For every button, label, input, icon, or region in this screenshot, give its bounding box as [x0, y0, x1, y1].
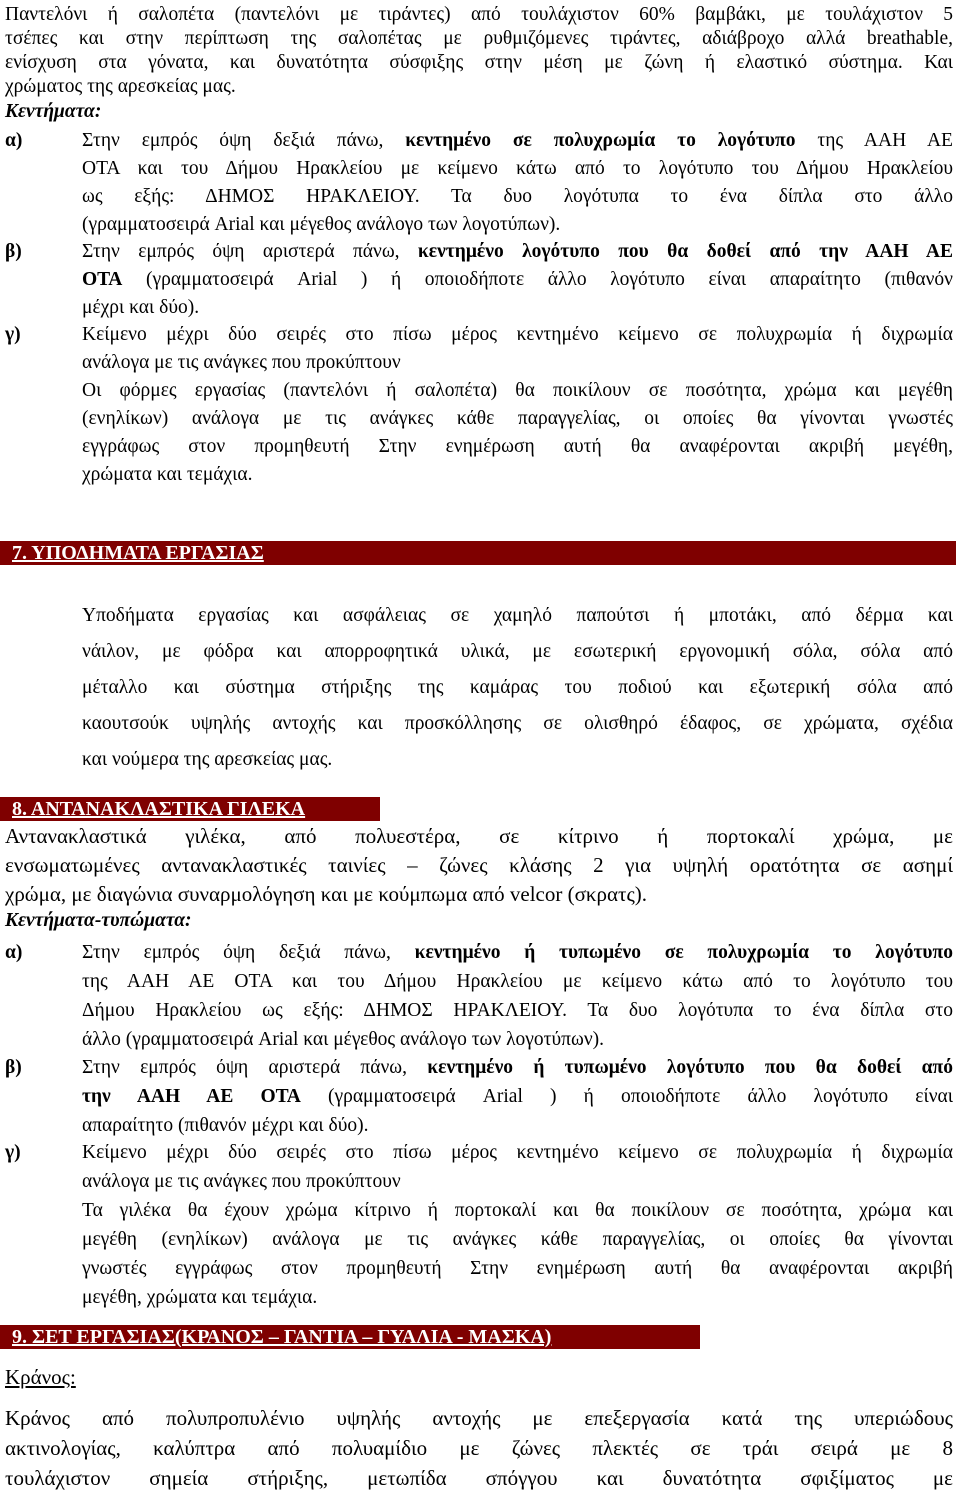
sec6-intro-3: ενίσχυση στα γόνατα, και δυνατότητα σύσφιξης στην μέση με ζώνη ή ελαστικό σύστημα. Και	[5, 52, 953, 73]
sec7-heading: 7. ΥΠΟΔΗΜΑΤΑ ΕΡΓΑΣΙΑΣ	[0, 541, 956, 565]
sec8-b-label: β)	[5, 1057, 22, 1078]
sec8-c-line-4: μεγέθη (ενηλίκων) ανάλογα με τις ανάγκες κάθε παραγγελίας, οι οποίες θα γίνονται	[82, 1229, 953, 1250]
sec7-line-4: καουτσούκ υψηλής αντοχής και προσκόλλησης σε ολισθηρό έδαφος, σε χρώματα, σχέδια	[82, 713, 953, 734]
sec6-b-line-1: Στην εμπρός όψη αριστερά πάνω, κεντημένο λογότυπο που θα δοθεί από την ΑΑΗ ΑΕ	[82, 241, 953, 262]
sec8-b-line-1: Στην εμπρός όψη αριστερά πάνω, κεντημένο ή τυπωμένο λογότυπο που θα δοθεί από	[82, 1057, 953, 1078]
sec6-b-line-2: ΟΤΑ (γραμματοσειρά Arial ) ή οποιοδήποτε άλλο λογότυπο είναι απαραίτητο (πιθανόν	[82, 269, 953, 290]
sec8-c-line-3: Τα γιλέκα θα έχουν χρώμα κίτρινο ή πορτοκαλί και θα ποικίλουν σε ποσότητα, χρώμα και	[82, 1200, 953, 1221]
sec8-intro-2: ενσωματωμένες αντανακλαστικές ταινίες – ζώνες κλάσης 2 για υψηλή ορατότητα σε ασημί	[5, 853, 953, 877]
sec6-intro-1: Παντελόνι ή σαλοπέτα (παντελόνι με τιράντες) από τουλάχιστον 60% βαμβάκι, με τουλάχιστον 5	[5, 4, 953, 25]
sec6-c-line-4: (ενηλίκων) ανάλογα με τις ανάγκες κάθε παραγγελίας, οι οποίες θα γίνονται γνωστές	[82, 408, 953, 429]
sec7-line-5: και νούμερα της αρεσκείας μας.	[82, 749, 333, 770]
sec6-intro-2: τσέπες και στην περίπτωση της σαλοπέτας με ρυθμιζόμενες τιράντες, αδιάβροχο αλλά breathable,	[5, 28, 953, 49]
sec7-line-2: νάιλον, με φόδρα και απορροφητικά υλικά, με εσωτερική εργονομική σόλα, σόλα από	[82, 641, 953, 662]
sec6-c-line-5: εγγράφως στον προμηθευτή Στην ενημέρωση αυτή θα αναφέρονται ακριβή μεγέθη,	[82, 436, 953, 457]
sec6-a-line-2: ΟΤΑ και του Δήμου Ηρακλείου με κείμενο κάτω από το λογότυπο του Δήμου Ηρακλείου	[82, 158, 953, 179]
sec8-a-line-3: Δήμου Ηρακλείου ως εξής: ΔΗΜΟΣ ΗΡΑΚΛΕΙΟΥ. Τα δυο λογότυπα το ένα δίπλα στο	[82, 1000, 953, 1021]
sec8-a-line-4: άλλο (γραμματοσειρά Arial και μέγεθος ανάλογο των λογοτύπων).	[82, 1029, 605, 1050]
sec6-c-line-6: χρώματα και τεμάχια.	[82, 464, 253, 485]
sec6-a-label: α)	[5, 130, 23, 151]
sec9-line-3: τουλάχιστον σημεία στήριξης, μετωπίδα σπόγγου και δυνατότητα σφιξίματος με	[5, 1466, 953, 1490]
sec8-a-line-1: Στην εμπρός όψη δεξιά πάνω, κεντημένο ή τυπωμένο σε πολυχρωμία το λογότυπο	[82, 942, 953, 963]
sec6-intro-4: χρώματος της αρεσκείας μας.	[5, 76, 236, 97]
sec8-a-line-2: της ΑΑΗ ΑΕ ΟΤΑ και του Δήμου Ηρακλείου με κείμενο κάτω από το λογότυπο του	[82, 971, 953, 992]
sec8-heading: 8. ΑΝΤΑΝΑΚΛΑΣΤΙΚΑ ΓΙΛΕΚΑ	[0, 797, 380, 821]
sec8-embroidery-heading: Κεντήματα-τυπώματα:	[5, 910, 192, 931]
sec6-c-label: γ)	[5, 324, 21, 345]
sec6-c-line-3: Οι φόρμες εργασίας (παντελόνι ή σαλοπέτα) θα ποικίλουν σε ποσότητα, χρώμα και μεγέθη	[82, 380, 953, 401]
sec9-subheading: Κράνος:	[5, 1365, 76, 1389]
sec8-intro-1: Αντανακλαστικά γιλέκα, από πολυεστέρα, σε κίτρινο ή πορτοκαλί χρώμα, με	[5, 824, 953, 848]
sec9-line-2: ακτινολογίας, καλύπτρα από πολυαμίδιο με ζώνες πλεκτές σε τράι σειρά με 8	[5, 1436, 953, 1460]
sec8-c-label: γ)	[5, 1142, 21, 1163]
sec6-a-line-4: (γραμματοσειρά Arial και μέγεθος ανάλογο των λογοτύπων).	[82, 214, 561, 235]
sec8-b-line-2: την ΑΑΗ ΑΕ ΟΤΑ (γραμματοσειρά Arial ) ή οποιοδήποτε άλλο λογότυπο είναι	[82, 1086, 953, 1107]
sec6-b-label: β)	[5, 241, 22, 262]
sec8-intro-3: χρώμα, με διαγώνια συναρμολόγηση και με κούμπωμα από velcor (σκρατς).	[5, 882, 647, 906]
sec6-c-line-2: ανάλογα με τις ανάγκες που προκύπτουν	[82, 352, 401, 373]
sec7-line-3: μέταλλο και σύστημα στήριξης της καμάρας του ποδιού και εξωτερική σόλα από	[82, 677, 953, 698]
sec8-c-line-2: ανάλογα με τις ανάγκες που προκύπτουν	[82, 1171, 401, 1192]
sec6-embroidery-heading: Κεντήματα:	[5, 101, 102, 122]
sec6-c-line-1: Κείμενο μέχρι δύο σειρές στο πίσω μέρος κεντημένο κείμενο σε πολυχρωμία ή διχρωμία	[82, 324, 953, 345]
sec8-c-line-5: γνωστές εγγράφως στον προμηθευτή Στην ενημέρωση αυτή θα αναφέρονται ακριβή	[82, 1258, 953, 1279]
sec8-b-line-3: απαραίτητο (πιθανόν μέχρι και δύο).	[82, 1115, 369, 1136]
sec9-line-1: Κράνος από πολυπροπυλένιο υψηλής αντοχής με επεξεργασία κατά της υπεριώδους	[5, 1406, 953, 1430]
sec7-line-1: Υποδήματα εργασίας και ασφάλειας σε χαμηλό παπούτσι ή μποτάκι, από δέρμα και	[82, 605, 953, 626]
sec9-heading: 9. ΣΕΤ ΕΡΓΑΣΙΑΣ(ΚΡΑΝΟΣ – ΓΑΝΤΙΑ – ΓΥΑΛΙΑ - ΜΑΣΚΑ)	[0, 1325, 700, 1349]
sec8-c-line-6: μεγέθη, χρώματα και τεμάχια.	[82, 1287, 318, 1308]
sec6-a-line-3: ως εξής: ΔΗΜΟΣ ΗΡΑΚΛΕΙΟΥ. Τα δυο λογότυπα το ένα δίπλα στο άλλο	[82, 186, 953, 207]
sec6-b-line-3: μέχρι και δύο).	[82, 297, 200, 318]
sec6-a-line-1: Στην εμπρός όψη δεξιά πάνω, κεντημένο σε πολυχρωμία το λογότυπο της ΑΑΗ ΑΕ	[82, 130, 953, 151]
sec8-c-line-1: Κείμενο μέχρι δύο σειρές στο πίσω μέρος κεντημένο κείμενο σε πολυχρωμία ή διχρωμία	[82, 1142, 953, 1163]
sec8-a-label: α)	[5, 942, 23, 963]
